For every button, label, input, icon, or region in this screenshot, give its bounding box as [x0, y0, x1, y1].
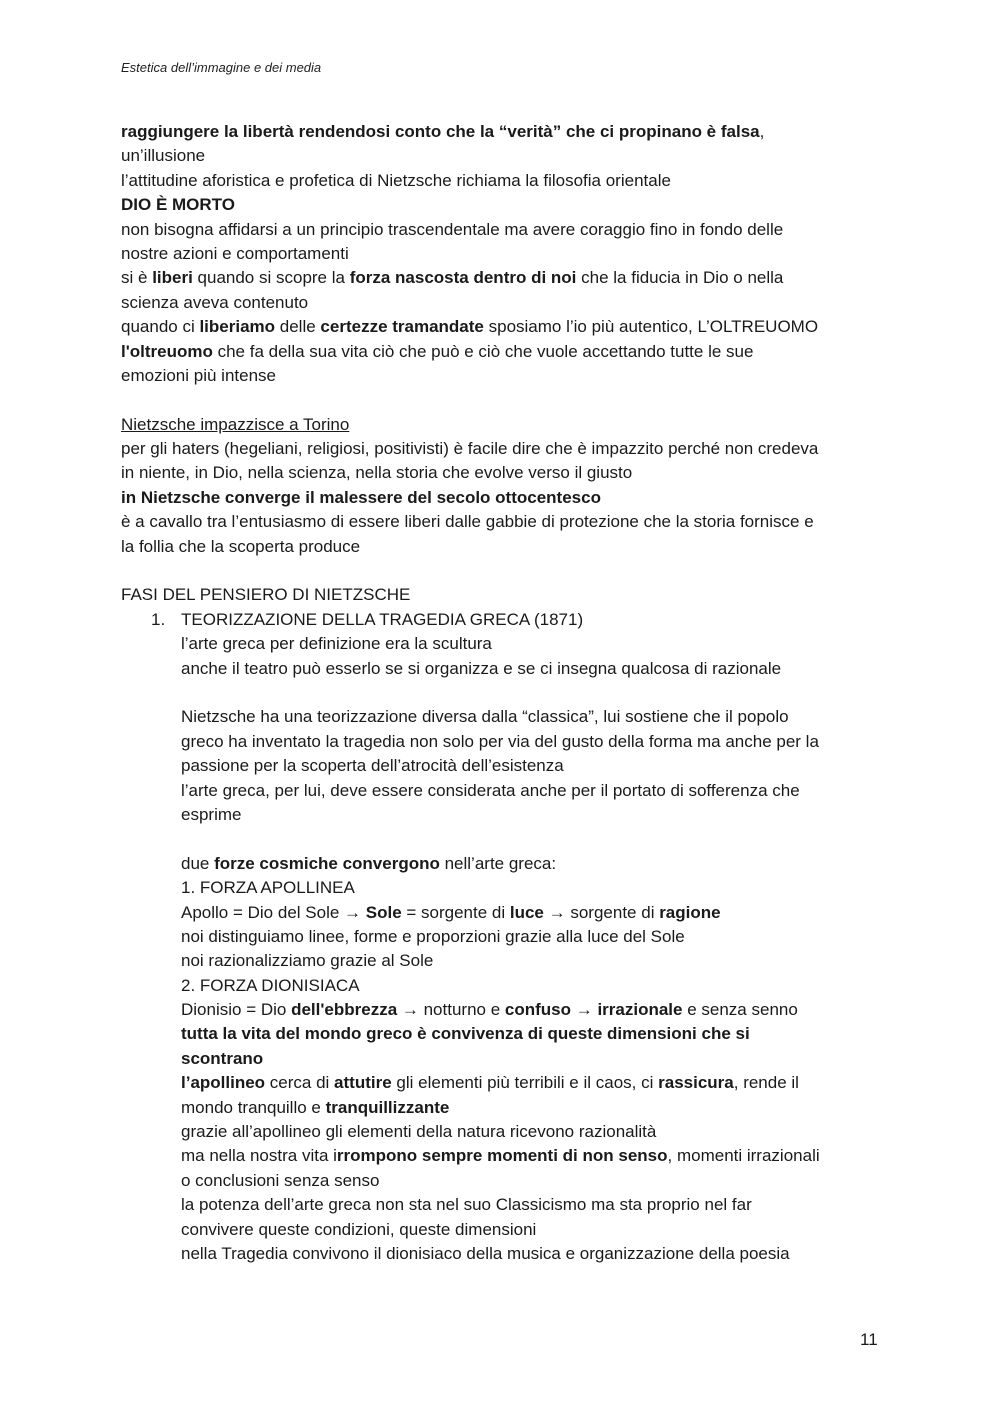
text-line: in niente, in Dio, nella scienza, nella storia che evolve verso il giusto: [121, 463, 633, 483]
text-line: la potenza dell’arte greca non sta nel suo Classicismo ma sta proprio nel far: [181, 1195, 752, 1215]
text-line: la follia che la scoperta produce: [121, 536, 361, 556]
text-line: scienza aveva contenuto: [121, 292, 309, 312]
paragraph-gap: [121, 827, 881, 851]
text-line: nostre azioni e comportamenti: [121, 243, 349, 263]
text-line: grazie all’apollineo gli elementi della natura ricevono razionalità: [181, 1122, 657, 1142]
section-heading: FASI DEL PENSIERO DI NIETZSCHE: [121, 585, 411, 605]
text-line: Nietzsche ha una teorizzazione diversa dalla “classica”, lui sostiene che il popolo: [181, 707, 789, 727]
document-header: Estetica dell’immagine e dei media: [121, 60, 322, 75]
text-line: emozioni più intense: [121, 365, 276, 385]
text-line: esprime: [181, 804, 242, 824]
text-line: un’illusione: [121, 146, 206, 166]
paragraph-gap: [121, 559, 881, 583]
text-line: passione per la scoperta dell’atrocità dell’esistenza: [181, 756, 564, 776]
text-line: l’arte greca, per lui, deve essere considerata anche per il portato di sofferenza che: [181, 780, 800, 800]
text-line: due forze cosmiche convergono nell’arte greca:: [181, 853, 557, 873]
text-line: si è liberi quando si scopre la forza nascosta dentro di noi che la fiducia in Dio o nella: [121, 268, 784, 288]
text-line: l'oltreuomo che fa della sua vita ciò che può e ciò che vuole accettando tutte le sue: [121, 341, 754, 361]
text-line: 2. FORZA DIONISIACA: [181, 975, 360, 995]
text-line: tutta la vita del mondo greco è convivenza di queste dimensioni che si: [181, 1024, 750, 1044]
document-body: [121, 120, 881, 1266]
text-line: non bisogna affidarsi a un principio trascendentale ma avere coraggio fino in fondo delle: [121, 219, 784, 239]
text-line: greco ha inventato la tragedia non solo per via del gusto della forma ma anche per la: [181, 731, 819, 751]
text-line: noi distinguiamo linee, forme e proporzioni grazie alla luce del Sole: [181, 926, 685, 946]
text-line: mondo tranquillo e tranquillizzante: [181, 1097, 450, 1117]
text-line: è a cavallo tra l’entusiasmo di essere liberi dalle gabbie di protezione che la storia fornisce e: [121, 512, 814, 532]
text-line: noi razionalizziamo grazie al Sole: [181, 951, 434, 971]
text-line: convivere queste condizioni, queste dimensioni: [181, 1219, 537, 1239]
list-number: 1.: [151, 609, 166, 629]
text-line: quando ci liberiamo delle certezze tramandate sposiamo l’io più autentico, L’OLTREUOMO: [121, 317, 819, 337]
text-line: per gli haters (hegeliani, religiosi, positivisti) è facile dire che è impazzito perché non credeva: [121, 439, 819, 459]
text-line: scontrano: [181, 1048, 264, 1068]
text-line: l’arte greca per definizione era la scultura: [181, 634, 492, 654]
text-line: o conclusioni senza senso: [181, 1170, 380, 1190]
text-line: in Nietzsche converge il malessere del secolo ottocentesco: [121, 487, 601, 507]
text-line: l’apollineo cerca di attutire gli elementi più terribili e il caos, ci rassicura, rende il: [181, 1073, 799, 1093]
page-number: 11: [860, 1330, 878, 1349]
text-line: DIO È MORTO: [121, 195, 235, 215]
text-line: nella Tragedia convivono il dionisiaco della musica e organizzazione della poesia: [181, 1243, 790, 1263]
text-line: Apollo = Dio del Sole → Sole = sorgente di luce → sorgente di ragione: [181, 902, 721, 922]
paragraph-gap: [121, 388, 881, 412]
text-line: ma nella nostra vita irrompono sempre momenti di non senso, momenti irrazionali: [181, 1146, 820, 1166]
text-line: 1. FORZA APOLLINEA: [181, 878, 355, 898]
section-heading: Nietzsche impazzisce a Torino: [121, 414, 350, 434]
text-line: l’attitudine aforistica e profetica di Nietzsche richiama la filosofia orientale: [121, 170, 671, 190]
list-item-title: 1. TEORIZZAZIONE DELLA TRAGEDIA GRECA (1871): [121, 608, 881, 632]
text-line: anche il teatro può esserlo se si organizza e se ci insegna qualcosa di razionale: [181, 658, 782, 678]
paragraph-gap: [121, 681, 881, 705]
text-line: Dionisio = Dio dell'ebbrezza → notturno e confuso → irrazionale e senza senno: [181, 1000, 798, 1020]
text-line: raggiungere la libertà rendendosi conto che la “verità” che ci propinano è falsa,: [121, 122, 765, 141]
